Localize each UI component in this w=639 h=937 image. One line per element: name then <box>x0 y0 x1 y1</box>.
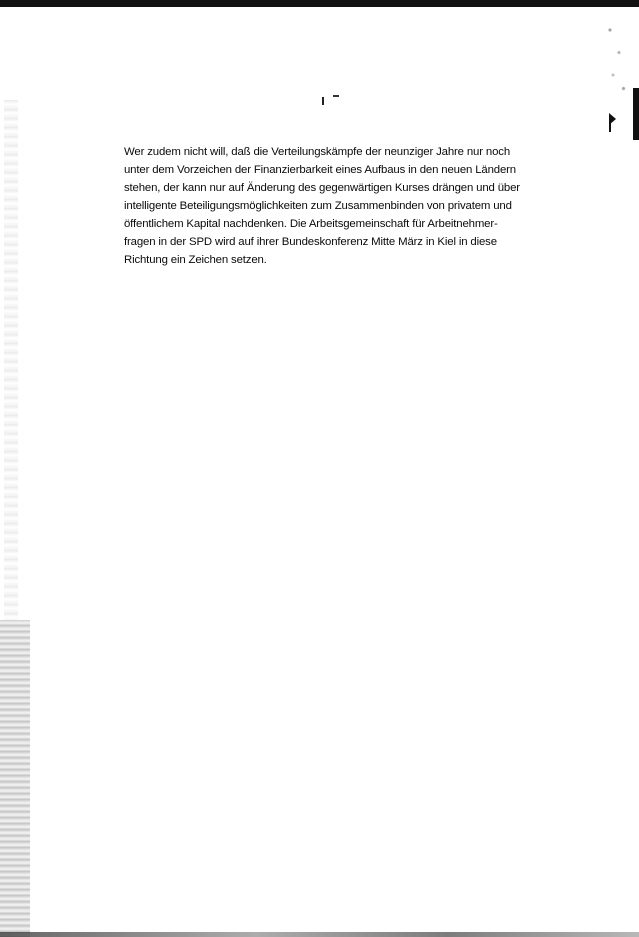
paragraph-line: unter dem Vorzeichen der Finanzierbarkeit eines Aufbaus in den neuen Ländern <box>124 164 516 176</box>
body-paragraph <box>124 143 570 269</box>
scan-arrow-stem <box>609 122 611 132</box>
scan-mark-tick <box>322 97 324 105</box>
scan-border-top <box>0 0 639 7</box>
scan-border-bottom <box>0 932 639 937</box>
paragraph-line: Wer zudem nicht will, daß die Verteilungskämpfe der neunziger Jahre nur noch <box>124 146 511 158</box>
paragraph-line: stehen, der kann nur auf Änderung des gegenwärtigen Kurses drängen und über <box>124 182 520 194</box>
scan-edge-left-faint <box>4 100 18 620</box>
paragraph-line: intelligente Beteiligungsmöglichkeiten zum Zusammenbinden von privatem und <box>124 200 512 212</box>
paragraph-line: fragen in der SPD wird auf ihrer Bundeskonferenz Mitte März in Kiel in diese <box>124 236 497 248</box>
paragraph-line: Richtung ein Zeichen setzen. <box>124 254 267 266</box>
scan-speckle <box>601 12 631 102</box>
paragraph-line: öffentlichem Kapital nachdenken. Die Arbeitsgemeinschaft für Arbeitnehmer- <box>124 218 498 230</box>
scan-edge-right-bar <box>633 88 639 140</box>
scan-edge-left <box>0 620 30 937</box>
scan-mark-dash <box>333 95 339 97</box>
